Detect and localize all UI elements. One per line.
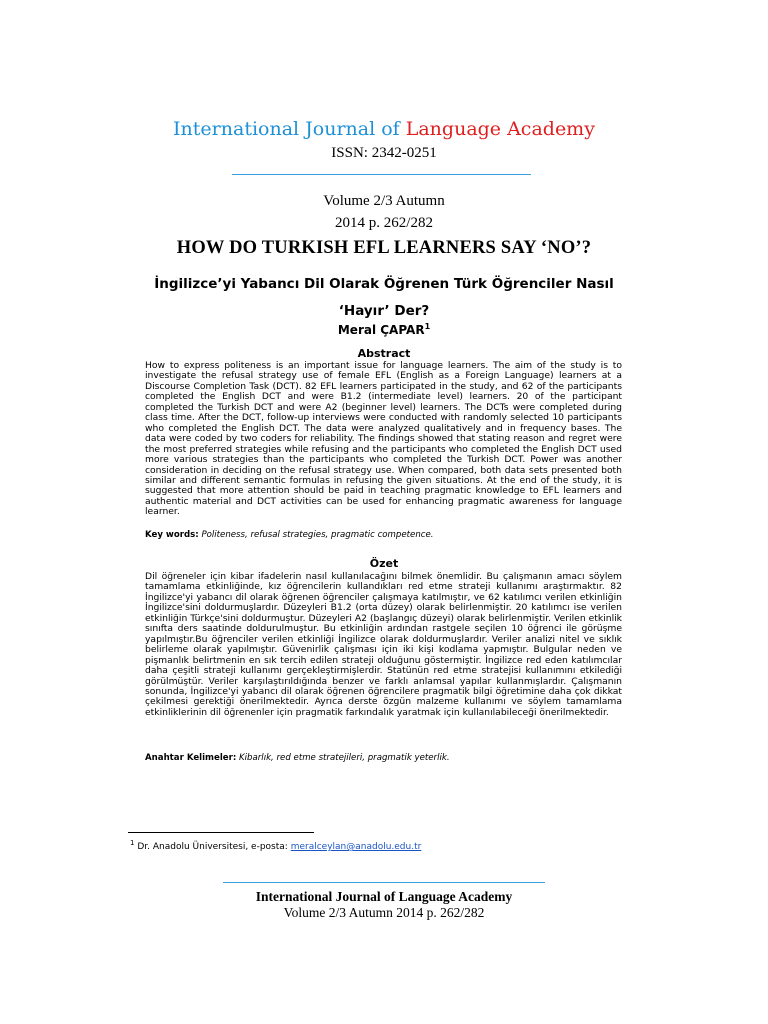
ozet-keywords <box>145 753 622 763</box>
footnote <box>130 839 421 852</box>
footer-divider <box>223 882 545 883</box>
anahtar-value: Kibarlık, red etme stratejileri, pragmatik yeterlik. <box>239 753 450 763</box>
footer-volume: Volume 2/3 Autumn 2014 p. 262/282 <box>283 905 485 920</box>
author <box>0 322 768 337</box>
pages-line: 2014 p. 262/282 <box>335 215 433 231</box>
ozet-heading: Özet <box>369 557 399 570</box>
turkish-title-line1: İngilizce’yi Yabancı Dil Olarak Öğrenen Türk Öğrenciler Nasıl <box>154 276 614 292</box>
keywords-label: Key words: <box>145 530 199 540</box>
header-divider <box>232 174 531 175</box>
author-footnote-mark: 1 <box>424 322 431 331</box>
turkish-title <box>0 271 768 325</box>
ozet-text: Dil öğreneler için kibar ifadelerin nasıl kullanılacağını bilmek önemlidir. Bu çalışmanın amacı söylem tamamlama etkinliğinde, kız öğrencilerin kullandıkları red etme strateji kullanımı araştırmaktır. 82 İngilizce'yi yabancı dil olarak öğrenen öğrenciler çalışmaya katılmıştır, ve 62 katılımcı verilen etkinliğin İngilizce'sini doldurmuşlardır. Düzeyleri B1.2 (orta düzey) olarak belirlenmiştir. 20 katılımcı ise verilen etkinliğin Türkçe'sini doldurmuştur. Düzeyleri A2 (başlangıç düzeyi) olarak belirlenmiştir. Verilen etkinlik sınıfta ders saatinde doldurulmuştur. Bu etkinliğin ardından rastgele seçilen 10 öğrenci ile görüşme yapılmıştır.Bu öğrenciler verilen etkinliği İngilizce olarak doldurmuşlardır. Veriler analizi nitel ve sıklık belirleme olarak yapılmıştır. Güvenirlik çalışması için iki kişi kodlama yapmıştır. Bulgular neden ve pişmanlık belirtmenin en sık tercih edilen strateji olduğunu göstermiştir. İngilizce red eden katılımcılar daha çeşitli strateji kullanımı gerçekleştirmişlerdir. Statünün red etme stratejisi kullanımını etkilediği görülmüştür. Veriler karşılaştırıldığında benzer ve farklı anlamsal yapılar kullanmışlardır. Çalışmanın sonunda, İngilizce'yi yabancı dil olarak öğrenen öğrencilere pragmatik bilgi öğretimine daha çok dikkat çekilmesi gerektiği önerilmektedir. Ayrıca derste özgün malzeme kullanımı ve söylem tamamlama etkinliklerinin dil öğrenenler için pragmatik farkındalık yaratmak için kullanılabileceği önerilmektedir. <box>145 571 622 718</box>
journal-title-part2: Language Academy <box>405 118 595 140</box>
journal-title <box>0 118 768 140</box>
footnote-email-link[interactable]: meralceylan@anadolu.edu.tr <box>290 842 422 852</box>
turkish-title-line2: ‘Hayır’ Der? <box>338 303 430 319</box>
anahtar-label: Anahtar Kelimeler: <box>145 753 237 763</box>
footnote-divider <box>128 832 314 833</box>
volume-info <box>0 190 768 234</box>
author-name: Meral ÇAPAR <box>337 323 425 337</box>
footnote-text: Dr. Anadolu Üniversitesi, e-posta: <box>137 842 288 852</box>
abstract-heading: Abstract <box>357 347 411 360</box>
issn: ISSN: 2342-0251 <box>331 145 437 161</box>
footnote-mark: 1 <box>130 839 135 847</box>
journal-title-part1: International Journal of <box>173 118 400 140</box>
volume-line: Volume 2/3 Autumn <box>323 193 445 209</box>
keywords-value: Politeness, refusal strategies, pragmatic competence. <box>201 530 434 540</box>
paper-title: HOW DO TURKISH EFL LEARNERS SAY ‘NO’? <box>176 238 592 258</box>
abstract-keywords <box>145 530 622 540</box>
abstract-text: How to express politeness is an important issue for language learners. The aim of the study is to investigate the refusal strategy use of female EFL (English as a Foreign Language) learners at a Discourse Completion Task (DCT). 82 EFL learners participated in the study, and 62 of the participants completed the English DCT and were B1.2 (intermediate level) learners. 20 of the participant completed the Turkish DCT and were A2 (beginner level) learners. The DCTs were completed during class time. After the DCT, follow-up interviews were conducted with randomly selected 10 participants who completed the English DCT. The data were analyzed qualitatively and in frequency bases. The data were coded by two coders for reliability. The findings showed that stating reason and regret were the most preferred strategies while refusing and the participants who completed the English DCT used more various strategies than the participants who completed the Turkish DCT. Power was another consideration in deciding on the refusal strategy use. When compared, both data sets presented both similar and different semantic formulas in refusing the given situations. At the end of the study, it is suggested that more attention should be paid in teaching pragmatic knowledge to EFL learners and authentic material and DCT activities can be used for enhancing pragmatic awareness for language learner. <box>145 360 622 518</box>
footer-journal-title: International Journal of Language Academy <box>255 889 513 904</box>
